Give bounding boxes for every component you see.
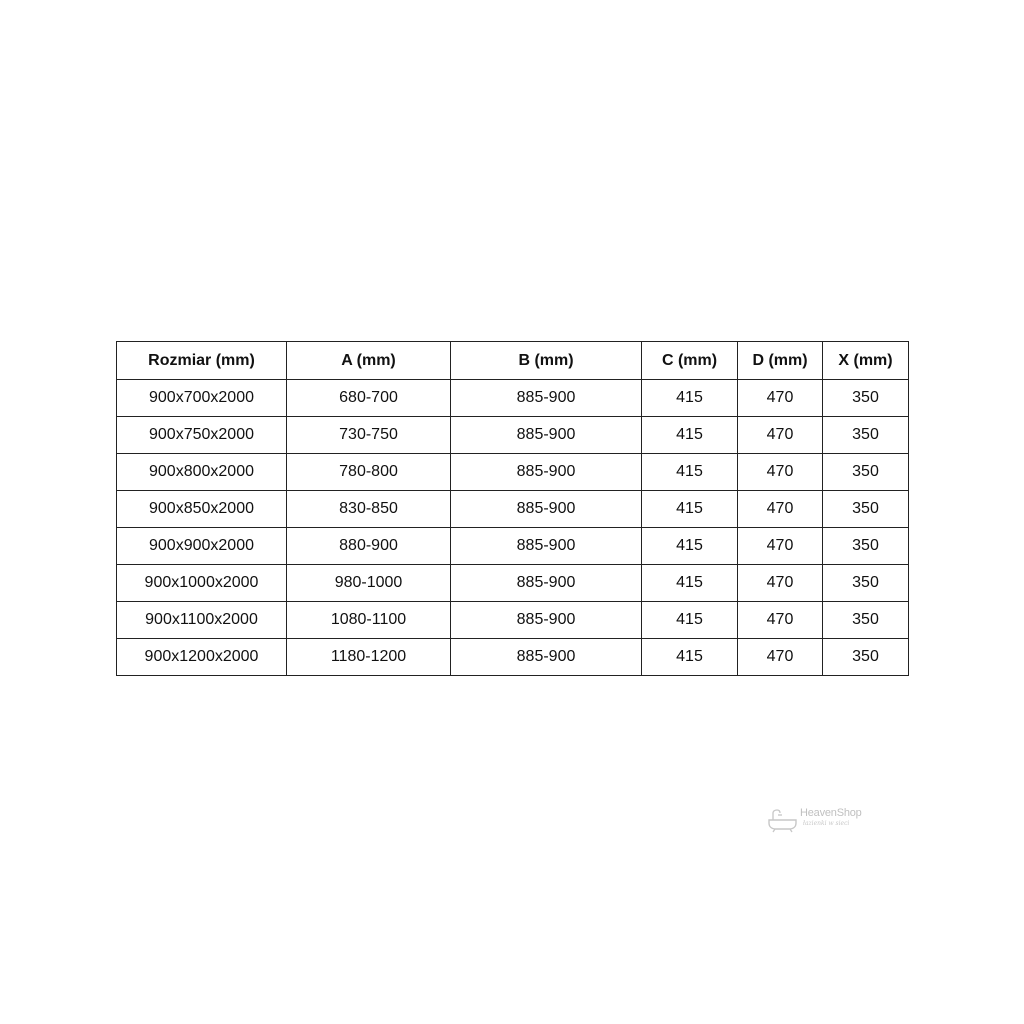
cell-a: 1080-1100	[287, 602, 451, 639]
cell-size: 900x1000x2000	[117, 565, 287, 602]
cell-c: 415	[642, 528, 738, 565]
cell-d: 470	[738, 528, 823, 565]
cell-x: 350	[823, 454, 909, 491]
heavenshop-watermark	[766, 805, 878, 835]
header-d: D (mm)	[738, 342, 823, 380]
cell-x: 350	[823, 528, 909, 565]
cell-c: 415	[642, 417, 738, 454]
table-row	[117, 417, 909, 454]
cell-a: 1180-1200	[287, 639, 451, 676]
cell-a: 880-900	[287, 528, 451, 565]
table-row	[117, 454, 909, 491]
table-header	[117, 342, 909, 380]
cell-size: 900x850x2000	[117, 491, 287, 528]
cell-d: 470	[738, 417, 823, 454]
table-row	[117, 380, 909, 417]
cell-x: 350	[823, 417, 909, 454]
cell-a: 730-750	[287, 417, 451, 454]
header-size: Rozmiar (mm)	[117, 342, 287, 380]
cell-a: 780-800	[287, 454, 451, 491]
dimensions-table	[116, 341, 909, 676]
cell-d: 470	[738, 602, 823, 639]
table-row	[117, 565, 909, 602]
cell-d: 470	[738, 639, 823, 676]
cell-b: 885-900	[451, 602, 642, 639]
cell-b: 885-900	[451, 417, 642, 454]
header-a: A (mm)	[287, 342, 451, 380]
cell-size: 900x900x2000	[117, 528, 287, 565]
cell-size: 900x700x2000	[117, 380, 287, 417]
header-c: C (mm)	[642, 342, 738, 380]
table-row	[117, 528, 909, 565]
cell-c: 415	[642, 639, 738, 676]
cell-d: 470	[738, 380, 823, 417]
cell-a: 830-850	[287, 491, 451, 528]
cell-d: 470	[738, 565, 823, 602]
cell-b: 885-900	[451, 454, 642, 491]
cell-c: 415	[642, 380, 738, 417]
cell-b: 885-900	[451, 565, 642, 602]
cell-b: 885-900	[451, 528, 642, 565]
cell-d: 470	[738, 491, 823, 528]
cell-a: 680-700	[287, 380, 451, 417]
header-row	[117, 342, 909, 380]
table-row	[117, 491, 909, 528]
cell-b: 885-900	[451, 380, 642, 417]
cell-a: 980-1000	[287, 565, 451, 602]
cell-c: 415	[642, 602, 738, 639]
cell-c: 415	[642, 454, 738, 491]
header-b: B (mm)	[451, 342, 642, 380]
table-row	[117, 639, 909, 676]
cell-c: 415	[642, 565, 738, 602]
header-x: X (mm)	[823, 342, 909, 380]
cell-d: 470	[738, 454, 823, 491]
cell-x: 350	[823, 491, 909, 528]
cell-size: 900x750x2000	[117, 417, 287, 454]
watermark-tagline: łazienki w sieci	[803, 820, 850, 827]
watermark-brand: HeavenShop	[800, 807, 862, 819]
cell-size: 900x1100x2000	[117, 602, 287, 639]
table-row	[117, 602, 909, 639]
cell-size: 900x1200x2000	[117, 639, 287, 676]
cell-b: 885-900	[451, 639, 642, 676]
table-body	[117, 380, 909, 676]
bathtub-icon	[766, 807, 800, 833]
cell-x: 350	[823, 639, 909, 676]
cell-x: 350	[823, 380, 909, 417]
cell-c: 415	[642, 491, 738, 528]
cell-b: 885-900	[451, 491, 642, 528]
cell-x: 350	[823, 602, 909, 639]
cell-size: 900x800x2000	[117, 454, 287, 491]
cell-x: 350	[823, 565, 909, 602]
